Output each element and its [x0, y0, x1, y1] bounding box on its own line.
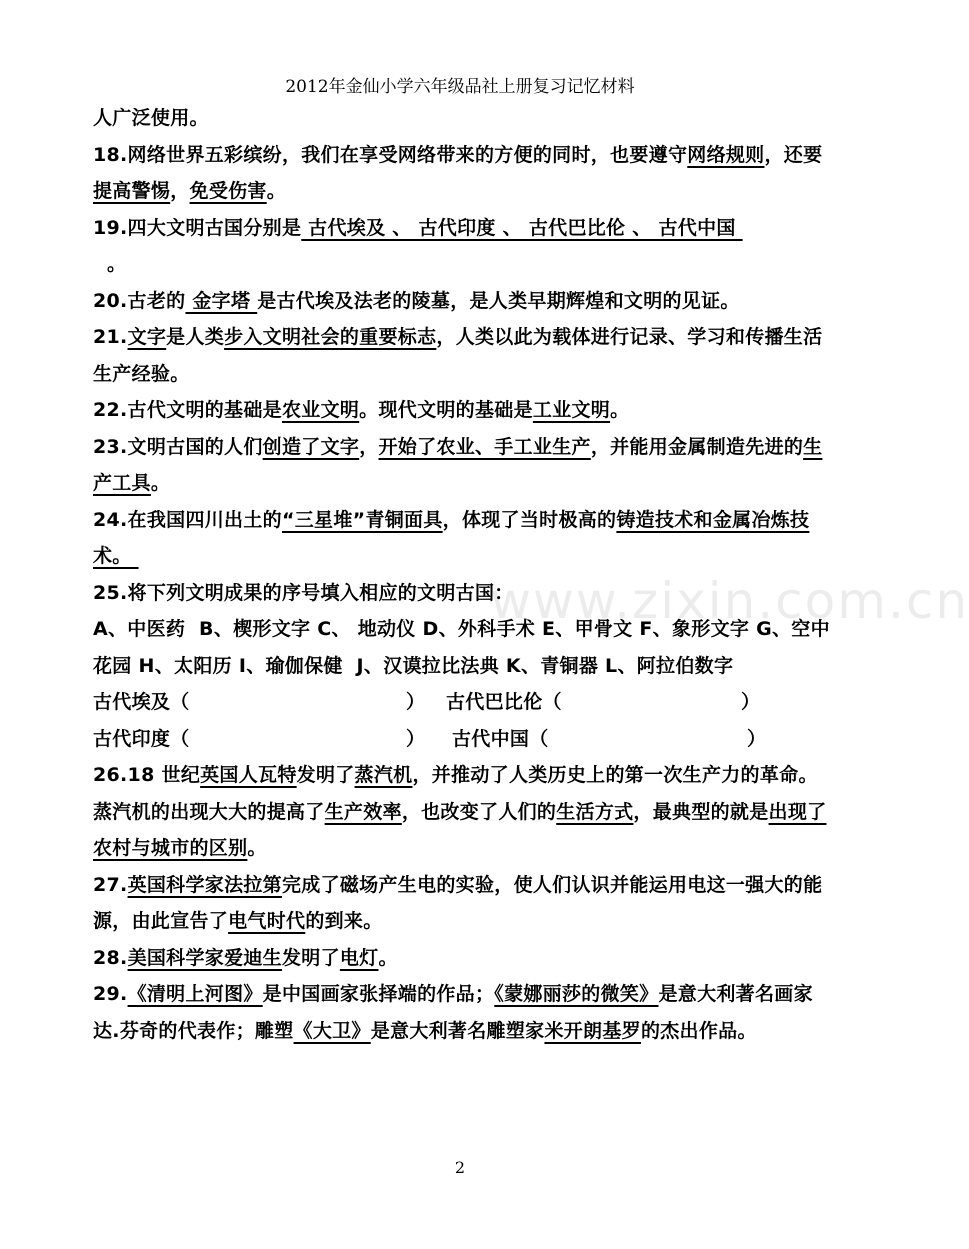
text: 19.四大文明古国分别是 [93, 216, 302, 239]
item-25-options [93, 611, 833, 684]
text: 。现代文明的基础是 [359, 399, 533, 421]
answer-underlined: 《大卫》 [293, 1019, 371, 1042]
text: 22.古代文明的基础是 [93, 399, 282, 421]
item-28 [93, 940, 833, 977]
text: 26.18 世纪 [93, 764, 201, 786]
text: ， [170, 180, 190, 202]
text: 。 [150, 472, 171, 494]
item-29 [93, 976, 833, 1049]
text: ，并推动了人类历史上的第一次生产力的革命。蒸汽机的出现大大的提高了 [93, 764, 818, 823]
text: ， [359, 435, 379, 458]
text: 是意大利著名画家达.芬奇的代表作；雕塑 [93, 983, 813, 1042]
answer-underlined: 步入文明社会的重要标志 [224, 326, 437, 348]
text: 的到来。 [305, 910, 383, 932]
text: 人广泛使用。 [93, 107, 209, 129]
item-26 [93, 757, 833, 867]
text: 是人类 [166, 326, 225, 348]
fill-row-1 [93, 684, 833, 721]
answer-underlined: 美国科学家爱迪生 [127, 946, 282, 969]
text: 是意大利著名雕塑家 [370, 1019, 545, 1042]
blank-china-answer[interactable] [637, 721, 747, 758]
blank-close: ） [741, 691, 761, 713]
blank-egypt-answer[interactable] [258, 684, 406, 721]
text: 21. [93, 326, 128, 348]
answer-underlined: 英国人瓦特 [200, 764, 297, 786]
answer-underlined: 开始了农业、手工业生产 [378, 435, 591, 458]
text: 20.古老的 [93, 289, 186, 312]
answer-underlined: 生产效率 [324, 800, 402, 823]
blank-egypt-label: 古代埃及（ [93, 691, 190, 713]
item-25-title [93, 575, 833, 612]
text: 。 [266, 180, 287, 202]
answer-underlined: 创造了文字 [262, 435, 360, 458]
answer-underlined: 《蒙娜丽莎的微笑》 [494, 983, 659, 1005]
blank-babylon-label: 古代巴比伦（ [446, 691, 562, 713]
text: 29. [93, 983, 128, 1005]
item-27 [93, 867, 833, 940]
answer-underlined: 工业文明 [532, 399, 611, 421]
text: ，也改变了人们的 [401, 800, 557, 823]
blank-india-label: 古代印度（ [93, 727, 190, 750]
answer-underlined: 生活方式 [556, 800, 634, 823]
item-24 [93, 502, 833, 575]
page-header: 2012年金仙小学六年级品社上册复习记忆材料 [285, 77, 635, 97]
fill-row-2 [93, 721, 833, 758]
text: ，体现了当时极高的 [442, 508, 617, 531]
text: 。 [107, 253, 127, 275]
answer-underlined: 生产工具 [93, 435, 823, 494]
document-body [93, 100, 833, 1049]
answer-underlined: 提高警惕 [93, 180, 171, 202]
answer-underlined: 出现了农村与城市的区别 [93, 800, 827, 859]
answer-underlined: 网络规则 [687, 143, 765, 166]
item-21 [93, 319, 833, 392]
text: ，人类以此为载体进行记录、学习和传播生活生产经验。 [93, 326, 823, 385]
answer-underlined: 金字塔 [185, 289, 258, 312]
item-18 [93, 137, 833, 210]
blank-close: ） [406, 691, 426, 713]
answer-underlined: 电气时代 [228, 910, 306, 932]
blank-india-answer[interactable] [258, 721, 406, 758]
blank-babylon-answer[interactable] [631, 684, 741, 721]
text: 。 [378, 946, 398, 969]
text: 。 [610, 399, 630, 421]
text: 是古代埃及法老的陵墓，是人类早期辉煌和文明的见证。 [257, 289, 740, 312]
item-20 [93, 283, 833, 320]
text: 28. [93, 946, 128, 969]
text: 完成了磁场产生电的实验，使人们认识并能运用电这一强大的能源，由此宣告了 [93, 873, 823, 932]
text: ，最典型的就是 [633, 800, 769, 823]
page-number: 2 [454, 1158, 466, 1177]
text: 18.网络世界五彩缤纷，我们在享受网络带来的方便的同时，也要遵守 [93, 143, 688, 166]
answer-underlined: “三星堆”青铜面具 [281, 508, 443, 531]
answer-underlined: 英国科学家法拉第 [127, 873, 282, 896]
text: ，并能用金属制造先进的 [590, 435, 804, 458]
answer-underlined: 文字 [127, 326, 167, 348]
blank-china-label: 古代中国（ [452, 727, 549, 750]
text: 是中国画家张择端的作品； [262, 983, 495, 1005]
answer-underlined: 免受伤害 [189, 180, 267, 202]
blank-close: ） [406, 727, 426, 750]
answer-underlined: 古代埃及 、 古代印度 、 古代巴比伦 、 古代中国 [301, 216, 743, 239]
text: 23.文明古国的人们 [93, 435, 263, 458]
watermark: www.zixin.com.cn [490, 572, 969, 630]
text: 25.将下列文明成果的序号填入相应的文明古国： [93, 581, 514, 604]
item-23 [93, 429, 833, 502]
text: A、中医药 B、楔形文字 C、 地动仪 D、外科手术 E、甲骨文 F、象形文字 G、空中花园 H、太阳历 I、瑜伽保健 J、汉谟拉比法典 K、青铜器 L、阿拉伯数字 [93, 618, 830, 677]
text: 27. [93, 873, 128, 896]
answer-underlined: 《清明上河图》 [127, 983, 263, 1005]
text: 发明了 [281, 946, 340, 969]
answer-underlined: 铸造技术和金属冶炼技术。 [93, 508, 810, 567]
text: ，还要 [764, 143, 823, 166]
text: 。 [247, 837, 267, 859]
item-22 [93, 392, 833, 429]
text: 的杰出作品。 [640, 1019, 757, 1042]
answer-underlined: 电灯 [339, 946, 379, 969]
text: 发明了 [296, 764, 355, 786]
item-19 [93, 210, 833, 283]
answer-underlined: 农业文明 [281, 399, 360, 421]
text: 24.在我国四川出土的 [93, 508, 282, 531]
blank-close: ） [747, 727, 767, 750]
answer-underlined: 米开朗基罗 [544, 1019, 641, 1042]
answer-underlined: 蒸汽机 [354, 764, 413, 786]
line-continuation [93, 100, 833, 137]
